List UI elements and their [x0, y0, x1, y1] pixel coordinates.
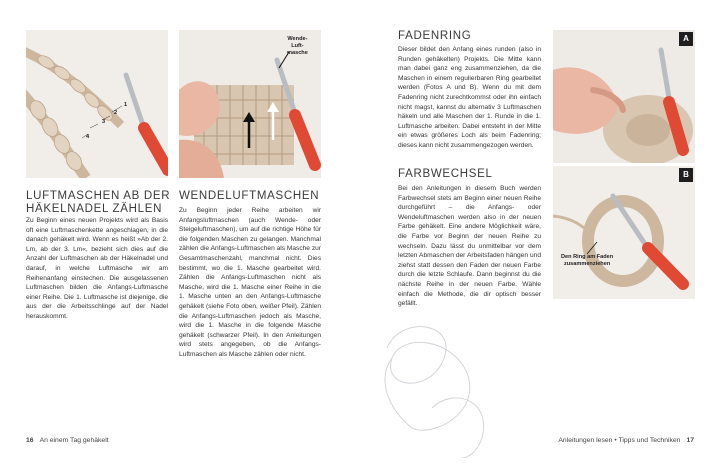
annotation-photo-b	[561, 254, 613, 268]
turning-chain-photo	[179, 30, 321, 178]
photo-badge-b: B	[679, 168, 693, 182]
section-title: Tipps und Techniken	[618, 437, 681, 444]
section-title-color-change: FARBWECHSEL	[398, 168, 493, 180]
section-body-magic-ring: Dieser bildet den Anfang eines runden (also in Runden gehäkelten) Projekts. Die Mitte kann man dabei ganz eng zusammenziehen, da die Maschen in einem regulierbaren Ring gearbeitet werden (Fotos A und B). Wenn du mit dem Fadenring nicht zurechtkommst oder ihn einfach nicht magst, kannst du alternativ 3 Luftmaschen häkeln und alle Maschen der 1. Runde in die 1. Luftmasche arbeiten. Dabei entsteht in der Mitte ein etwas größeres Loch als beim Fadenring; dieses kann nicht zusammengezogen werden.	[398, 46, 541, 149]
footer-separator: •	[614, 437, 617, 444]
section-body-color-change: Bei den Anleitungen in diesem Buch werden Farbwechsel stets am Beginn einer neuen Reihe durchgeführt – die Anfangs- oder Wendeluftmaschen werden also in der neuen Farbe gehäkelt. Eine andere Möglichkeit wäre, die Farbe vor Beginn der neuen Reihe zu wechseln. Dazu lässt du unmittelbar vor dem letzten Abmaschen der Arbeitsfaden hängen und ziehst statt dessen den Faden der neuen Farbe durch die letzte Schlaufe. Dann beginnst du die nächste Reihe in der neuen Farbe. Wähle einfach die Methode, die dir optisch besser gefällt.	[398, 185, 541, 308]
stitch-number-1: 1	[124, 102, 128, 108]
annotation-line-1: Den Ring am Faden	[561, 254, 614, 260]
magic-ring-photo-b	[553, 166, 695, 299]
title-line-2: HÄKELNADEL ZÄHLEN	[26, 203, 163, 215]
section-title-chain-count	[26, 190, 176, 216]
stitch-number-2: 2	[114, 110, 118, 116]
section-title-turning-chains: WENDELUFTMASCHEN	[179, 190, 320, 202]
section-title-magic-ring: FADENRING	[398, 30, 472, 42]
left-footer	[26, 437, 109, 444]
title-line-1: LUFTMASCHEN AB DER	[26, 190, 171, 202]
yarn-strand-decoration	[372, 318, 522, 458]
page-number-left: 16	[26, 437, 34, 444]
photo-badge-a: A	[679, 32, 693, 46]
page-number-right: 17	[686, 437, 694, 444]
section-body-chain-count: Zu Beginn eines neuen Projekts wird als Basis oft eine Luftmaschenkette angeschlagen, in die danach gehäkelt wird. Wenn es heißt »Ab der 2. Lm, ab der 3. Lm«, bezieht sich dies auf die Anzahl der Luftmaschen ab der Häkelnadel und darauf, in welche Luftmasche wir am Reihenanfang einstechen. Die ausgelassenen Luftmaschen bilden die Anfangs-Luftmasche einer Reihe. Die 1. Luftmasche ist diejenige, die aus der die Arbeitsschlinge auf der Nadel herauskommt.	[26, 217, 168, 320]
stitch-number-3: 3	[102, 119, 106, 125]
stitch-number-4: 4	[86, 134, 90, 140]
right-footer	[558, 437, 694, 444]
section-body-turning-chains: Zu Beginn jeder Reihe arbeiten wir Anfangsluftmaschen (auch Wende- oder Steigeluftmaschen), um auf die richtige Höhe für die folgenden Maschen zu gelangen. Manchmal zählen die Anfangs-Luftmaschen als Masche zur Gesamtmaschenzahl, manchmal nicht. Dies bestimmt, wo die 1. Masche gearbeitet wird. Zählen die Anfangs-Luftmaschen nicht als Masche, wird die 1. Masche einer Reihe in die 1. Masche unten an den Anfangs-Luftmasche gehäkelt (siehe Foto oben, weißer Pfeil). Zählen die Anfangs-Luftmaschen jedoch als Masche, wird die 1. Masche in die folgende Masche gehäkelt (schwarzer Pfeil). In den Anleitungen wird stets angegeben, ob die Anfangs-Luftmaschen als Masche zählen oder nicht.	[179, 207, 321, 358]
book-title: An einem Tag gehäkelt	[39, 437, 109, 444]
chapter-title: Anleitungen lesen	[558, 437, 613, 444]
turning-chain-label: Wende- Luft- masche	[287, 36, 308, 56]
magic-ring-photo-a	[553, 30, 695, 163]
chain-stitch-photo	[26, 30, 168, 178]
annotation-line-2: zusammenziehen	[563, 261, 611, 267]
